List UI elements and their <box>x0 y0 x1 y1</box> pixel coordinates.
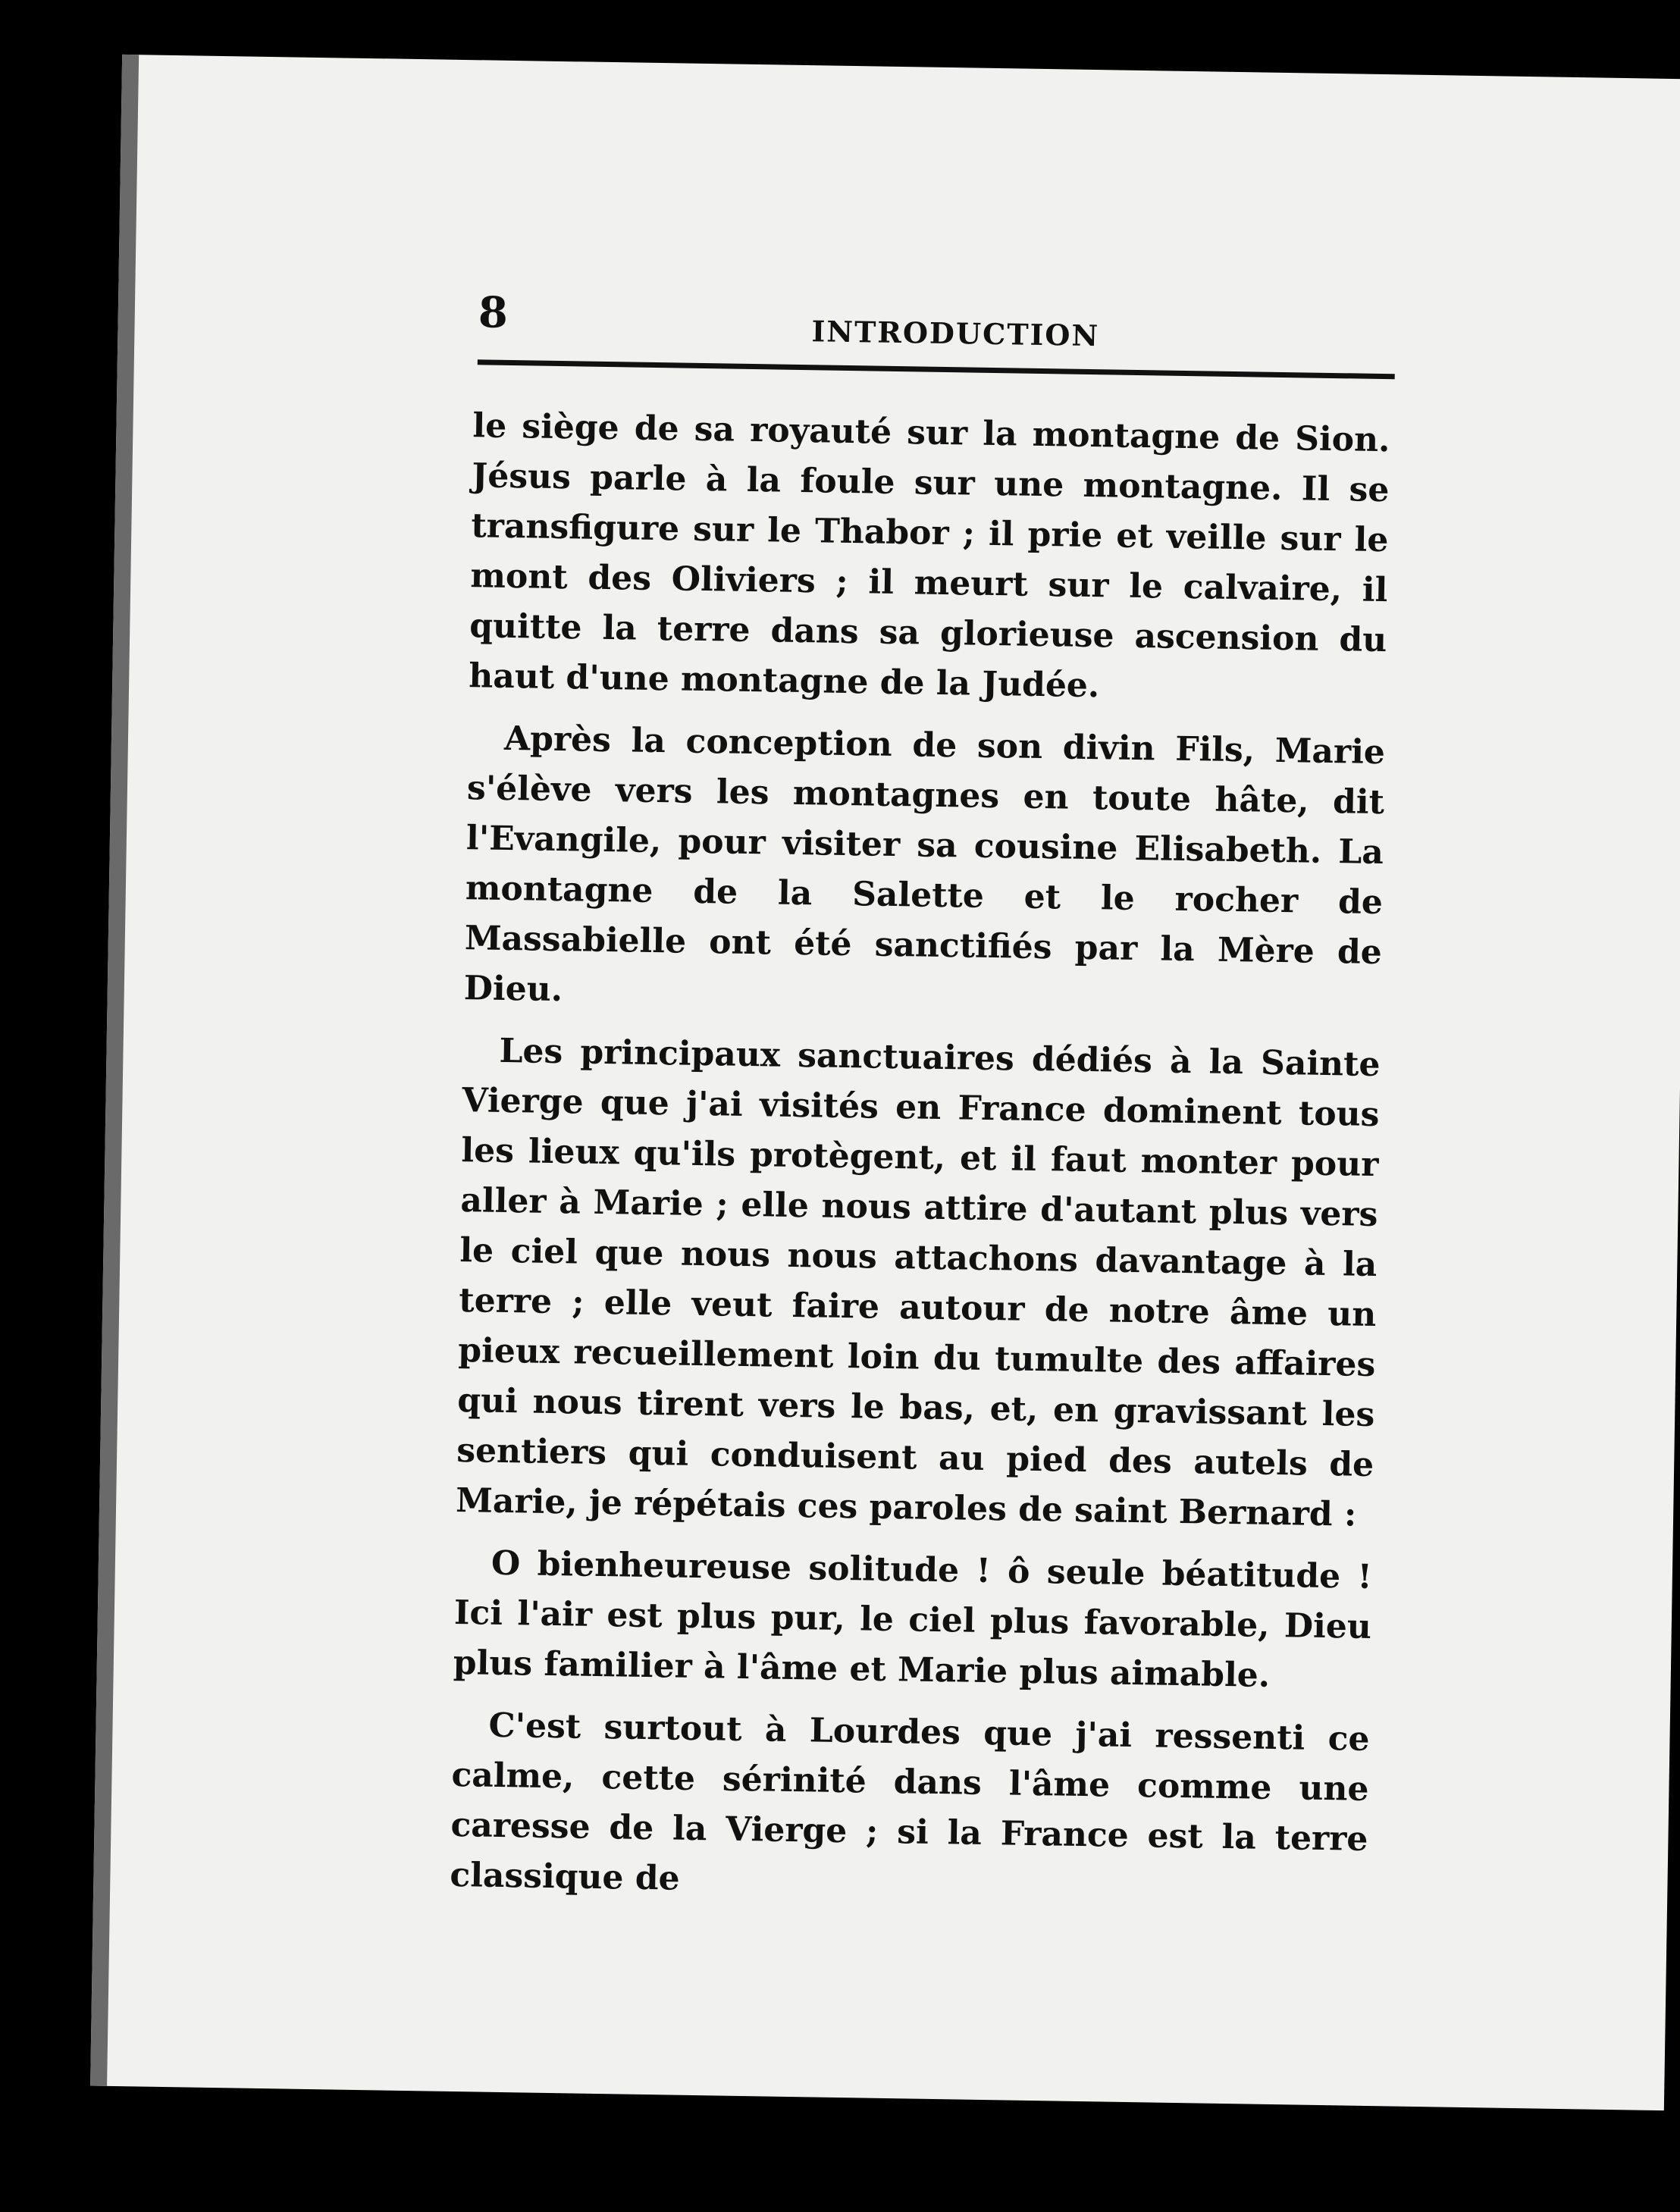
header-rule <box>478 359 1395 379</box>
paragraph-1: le siège de sa royauté sur la montagne de Sion. Jésus parle à la foule sur une montagne. Il se transfigure sur le Thabor ; il prie et veille sur le mont des Oliviers ; il meurt sur le calvaire, il quitte la terre dans sa glorieuse ascension du haut d'une montagne de la Judée. <box>468 406 1390 706</box>
body-text <box>450 401 1390 1927</box>
page-number: 8 <box>478 287 509 338</box>
paragraph-5: C'est surtout à Lourdes que j'ai ressenti ce calme, cette sérinité dans l'âme comme une caresse de la Vierge ; si la France est la terre classique de <box>450 1706 1370 1898</box>
running-title: INTRODUCTION <box>811 314 1100 353</box>
paragraph-2: Après la conception de son divin Fils, Marie s'élève vers les montagnes en toute hâte, dit l'Evangile, pour visiter sa cousine Elisabeth. La montagne de la Salette et le rocher de Massabielle ont été sanctifiés par la Mère de Dieu. <box>463 719 1386 1010</box>
page-header <box>478 287 1396 374</box>
quote-paragraph: O bienheureuse solitude ! ô seule béatitude ! Ici l'air est plus pur, le ciel plus favorable, Dieu plus familier à l'âme et Marie plus aimable. <box>453 1543 1373 1695</box>
paragraph-3: Les principaux sanctuaires dédiés à la Sainte Vierge que j'ai visités en France dominent tous les lieux qu'ils protègent, et il faut monter pour aller à Marie ; elle nous attire d'autant plus vers le ciel que nous nous attachons davantage à la terre ; elle veut faire autour de notre âme un pieux recueillement loin du tumulte des affaires qui nous tirent vers le bas, et, en gravissant les sentiers qui conduisent au pied des autels de Marie, je répétais ces paroles de saint Bernard : <box>455 1031 1381 1534</box>
book-page <box>90 55 1680 2110</box>
